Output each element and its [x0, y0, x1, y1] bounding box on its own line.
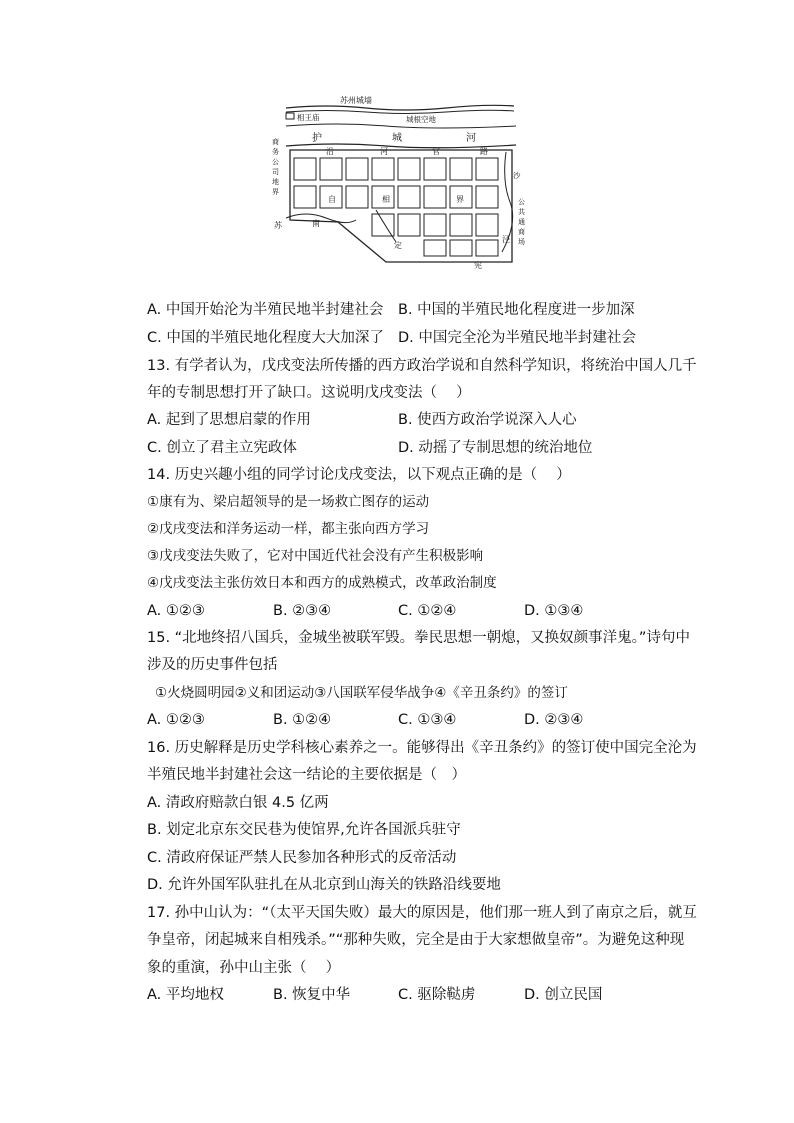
- map-top-road-1: 沿: [326, 147, 334, 156]
- q16-option-b: B. 划定北京东交民巷为使馆界,允许各国派兵驻守: [147, 822, 461, 838]
- map-city-empty-label: 城根空地: [406, 115, 436, 124]
- map-right-label-3: 通: [518, 218, 525, 226]
- q17-stem-line2: 争皇帝，闭起城来自相残杀。”“那种失败，完全是由于大家想做皇帝”。为避免这种现: [147, 932, 685, 948]
- q15-option-a: A. ①②③: [147, 712, 205, 728]
- q17-option-a: A. 平均地权: [147, 987, 224, 1003]
- map-side-jing: 泾: [502, 235, 510, 244]
- q13-stem-line1: 13. 有学者认为，戊戌变法所传播的西方政治学说和自然科学知识，将统治中国人几千: [147, 358, 697, 374]
- q15-option-d: D. ②③④: [524, 712, 584, 728]
- map-top-label: 苏州城墙: [340, 96, 372, 105]
- map-mid-road-3: 界: [456, 195, 464, 204]
- q14-option-a: A. ①②③: [147, 603, 205, 619]
- map-top-road-2: 河: [380, 147, 388, 156]
- q12-option-c: C. 中国的半殖民地化程度大大加深了: [147, 330, 384, 346]
- q15-stem-line2: 涉及的历史事件包括: [147, 657, 278, 673]
- map-right-label-1: 公: [518, 198, 525, 206]
- q13-stem-line2: 年的专制思想打开了缺口。这说明戊戌变法（ ）: [147, 385, 471, 401]
- q14-statement-1: ①康有为、梁启超领导的是一场救亡图存的运动: [147, 494, 430, 510]
- q13-option-b: B. 使西方政治学说深入人心: [398, 412, 577, 428]
- concession-map-drawing: [266, 92, 528, 270]
- q13-option-c: C. 创立了君主立宪政体: [147, 440, 297, 456]
- concession-map: [266, 92, 528, 270]
- map-right-label-2: 共: [518, 208, 525, 216]
- map-left-label-1: 商: [272, 138, 279, 146]
- map-right-label-4: 商: [518, 228, 525, 236]
- q16-option-a: A. 清政府赔款白银 4.5 亿两: [147, 795, 329, 811]
- q14-option-b: B. ②③④: [273, 603, 332, 619]
- map-mid-road-2: 相: [382, 195, 390, 204]
- q17-stem-line3: 象的重演，孙中山主张（ ）: [147, 960, 341, 976]
- q16-stem-line1: 16. 历史解释是历史学科核心素养之一。能够得出《辛丑条约》的签订使中国完全沦为: [147, 740, 697, 756]
- q15-option-b: B. ①②④: [273, 712, 332, 728]
- q14-stem: 14. 历史兴趣小组的同学讨论戊戌变法，以下观点正确的是（ ）: [147, 467, 571, 483]
- map-left-label-3: 公: [272, 158, 279, 166]
- map-left-label-5: 地: [272, 178, 279, 186]
- q14-statement-4: ④戊戌变法主张仿效日本和西方的成熟模式，改革政治制度: [147, 575, 497, 591]
- q13-option-a: A. 起到了思想启蒙的作用: [147, 412, 311, 428]
- q12-option-b: B. 中国的半殖民地化程度进一步加深: [398, 302, 635, 318]
- map-left-label-6: 界: [272, 188, 279, 196]
- map-left-label-2: 务: [272, 148, 279, 156]
- q12-option-a: A. 中国开始沦为半殖民地半封建社会: [147, 302, 384, 318]
- q17-option-d: D. 创立民国: [524, 987, 603, 1003]
- map-top-road-3: 官: [432, 147, 440, 156]
- map-bottom-4: 宪: [474, 261, 482, 270]
- map-side-label: 沙: [513, 171, 521, 180]
- map-river-1: 护: [312, 133, 322, 144]
- map-mid-road-1: 自: [328, 195, 336, 204]
- q14-option-c: C. ①②④: [398, 603, 457, 619]
- q17-stem-line1: 17. 孙中山认为：“（太平天国失败）最大的原因是，他们那一班人到了南京之后，就互: [147, 905, 697, 921]
- map-bottom-3: 定: [394, 241, 402, 250]
- q13-option-d: D. 动摇了专制思想的统治地位: [398, 440, 593, 456]
- map-bottom-1: 苏: [274, 221, 282, 230]
- q15-stem-line1: 15. “北地终招八国兵，金城坐被联军毁。拳民思想一朝熄，又换奴颜事洋鬼。”诗句中: [147, 630, 690, 646]
- q14-option-d: D. ①③④: [524, 603, 584, 619]
- q12-option-d: D. 中国完全沦为半殖民地半封建社会: [398, 330, 636, 346]
- map-left-label-4: 司: [272, 168, 279, 176]
- q14-statement-2: ②戊戌变法和洋务运动一样，都主张向西方学习: [147, 521, 430, 537]
- map-temple-label: 相王庙: [297, 113, 320, 122]
- map-river-3: 河: [466, 133, 476, 144]
- q15-stem-line3: ①火烧圆明园②义和团运动③八国联军侵华战争④《辛丑条约》的签订: [155, 685, 568, 701]
- map-river-2: 城: [392, 133, 402, 144]
- map-right-label-5: 场: [518, 238, 525, 246]
- map-bottom-2: 南: [312, 219, 320, 228]
- q14-statement-3: ③戊戌变法失败了，它对中国近代社会没有产生积极影响: [147, 548, 484, 564]
- map-top-road-4: 路: [480, 147, 488, 156]
- q17-option-c: C. 驱除鞑虏: [398, 987, 476, 1003]
- q16-option-d: D. 允许外国军队驻扎在从北京到山海关的铁路沿线要地: [147, 877, 501, 893]
- q16-stem-line2: 半殖民地半封建社会这一结论的主要依据是（ ）: [147, 767, 466, 783]
- q17-option-b: B. 恢复中华: [273, 987, 351, 1003]
- q16-option-c: C. 清政府保证严禁人民参加各种形式的反帝活动: [147, 850, 457, 866]
- q15-option-c: C. ①③④: [398, 712, 457, 728]
